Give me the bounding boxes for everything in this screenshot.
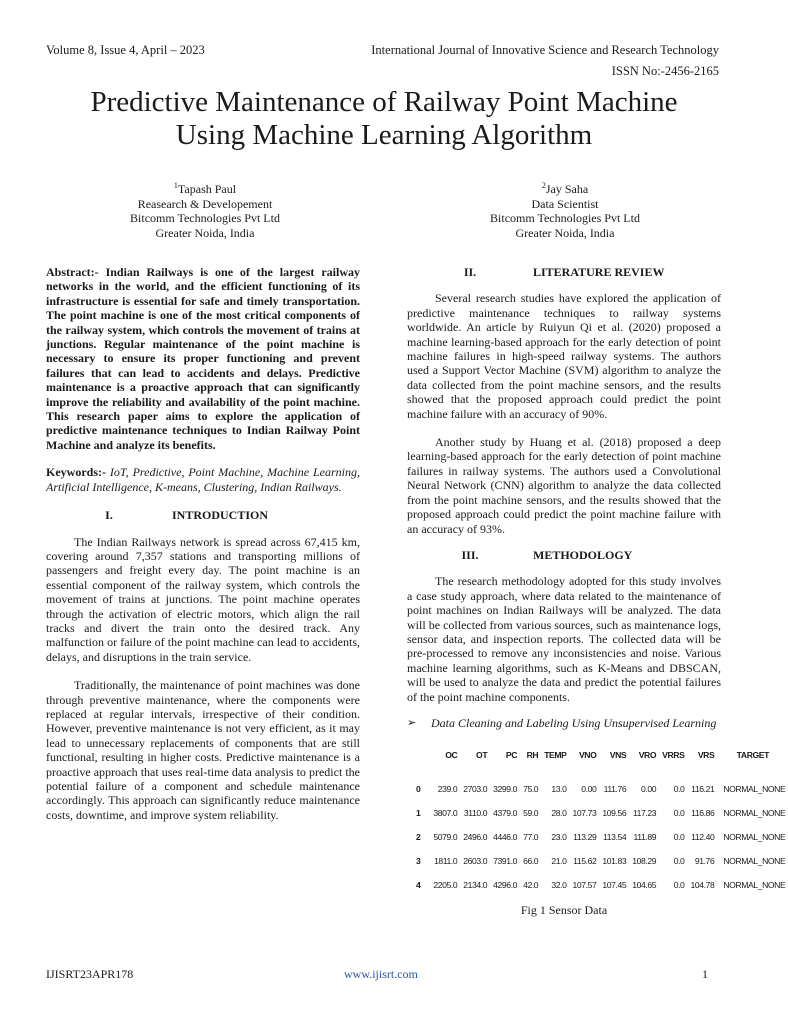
paper-title bbox=[30, 86, 738, 152]
table-cell: 107.45 bbox=[602, 879, 627, 890]
table-row bbox=[413, 825, 788, 849]
table-header-cell: VRS bbox=[697, 750, 715, 761]
right-column bbox=[407, 265, 786, 917]
issn: ISSN No:-2456-2165 bbox=[611, 64, 719, 78]
journal-name: International Journal of Innovative Science and Research Technology bbox=[371, 43, 719, 57]
section-number: II. bbox=[463, 265, 477, 279]
table-header-cell: RH bbox=[526, 750, 539, 761]
table-header-cell: TEMP bbox=[544, 750, 567, 761]
table-cell: 113.54 bbox=[603, 831, 627, 842]
author-1-org: Bitcomm Technologies Pvt Ltd bbox=[130, 211, 280, 225]
author-2-sup: 2 bbox=[541, 181, 546, 190]
sensor-data-table bbox=[413, 748, 788, 896]
table-cell: 111.89 bbox=[633, 831, 657, 842]
title-line-2: Using Machine Learning Algorithm bbox=[175, 119, 593, 151]
table-cell: 104.65 bbox=[632, 879, 657, 890]
table-cell: 1811.0 bbox=[434, 855, 458, 866]
section-number: III. bbox=[461, 547, 479, 562]
table-cell: 59.0 bbox=[523, 807, 539, 818]
author-2-role: Data Scientist bbox=[531, 196, 599, 211]
section-title: METHODOLOGY bbox=[533, 547, 633, 562]
table-cell: 3807.0 bbox=[433, 807, 458, 818]
table-cell: 4379.0 bbox=[493, 807, 518, 818]
table-cell: 66.0 bbox=[523, 855, 539, 866]
volume-info: Volume 8, Issue 4, April – 2023 bbox=[46, 43, 205, 57]
table-cell: 28.0 bbox=[551, 807, 567, 818]
table-cell: 112.40 bbox=[691, 831, 715, 842]
table-cell: 4446.0 bbox=[493, 831, 518, 842]
table-cell: 113.29 bbox=[573, 831, 597, 842]
table-cell: 2205.0 bbox=[433, 879, 458, 890]
table-cell: 101.83 bbox=[602, 855, 627, 866]
table-cell: NORMAL_NONE bbox=[723, 831, 786, 842]
keywords-text: IoT, Predictive, Point Machine, Machine Learning, Artificial Intelligence, K-means, Clustering, Indian Railways. bbox=[46, 465, 360, 494]
table-cell: 0.00 bbox=[641, 783, 657, 794]
author-1 bbox=[80, 179, 330, 240]
left-column bbox=[46, 265, 360, 822]
table-body bbox=[413, 777, 788, 897]
table-cell: 7391.0 bbox=[493, 855, 518, 866]
keywords-label: Keywords:- bbox=[46, 465, 106, 480]
table-cell: 3 bbox=[416, 855, 421, 866]
table-cell: NORMAL_NONE bbox=[723, 783, 786, 794]
table-cell: 0.0 bbox=[673, 831, 685, 842]
table-cell: 115.62 bbox=[573, 855, 597, 866]
table-cell: 0.0 bbox=[673, 807, 685, 818]
table-cell: 107.57 bbox=[572, 879, 597, 890]
table-cell: 4 bbox=[416, 879, 421, 890]
methodology-paragraph-1: The research methodology adopted for this study involves a case study approach, where data related to the maintenance of point machines on Indian Railways will be analyzed. The data will be collected from various sources, such as maintenance logs, sensor data, and inspection reports. The collected data will be pre-processed to remove any inconsistencies and noise. Various machine learning algorithms, such as K-Means and DBSCAN, will be used to analyze the data and predict the potential failures of the point machine components. bbox=[407, 574, 721, 704]
table-cell: 239.0 bbox=[437, 783, 458, 794]
author-2 bbox=[440, 179, 690, 240]
table-header-cell: TARGET bbox=[736, 750, 769, 761]
arrow-bullet-icon: ➢ bbox=[407, 716, 417, 729]
table-cell: 3299.0 bbox=[493, 783, 518, 794]
table-header-row bbox=[413, 748, 788, 776]
author-1-name: Tapash Paul bbox=[177, 182, 237, 196]
table-header-cell: VRO bbox=[638, 750, 657, 761]
table-cell: 107.73 bbox=[572, 807, 597, 818]
table-row bbox=[413, 801, 788, 825]
table-header-cell: VNS bbox=[609, 750, 627, 761]
table-cell: NORMAL_NONE bbox=[723, 855, 786, 866]
table-cell: 32.0 bbox=[551, 879, 567, 890]
table-cell: 13.0 bbox=[551, 783, 567, 794]
table-cell: 1 bbox=[416, 807, 421, 818]
table-cell: NORMAL_NONE bbox=[723, 879, 786, 890]
table-cell: 21.0 bbox=[551, 855, 567, 866]
table-cell: 0 bbox=[416, 783, 421, 794]
author-1-role: Reasearch & Developement bbox=[137, 196, 273, 211]
author-1-place: Greater Noida, India bbox=[155, 225, 255, 240]
table-cell: NORMAL_NONE bbox=[723, 807, 786, 818]
table-header-cell: VRRS bbox=[662, 750, 685, 761]
table-cell: 2134.0 bbox=[463, 879, 488, 890]
footer-page-number: 1 bbox=[702, 967, 708, 981]
intro-paragraph-2: Traditionally, the maintenance of point machines was done through preventive maintenance, where the components were replaced at regular intervals, irrespective of their condition. However, preventive maintenance is not very efficient, as it may lead to unnecessary replacements of components that are still functional, resulting in higher costs. Predictive maintenance is a proactive approach that uses real-time data analysis to predict the potential failure of a component and schedule maintenance accordingly. This approach can significantly reduce maintenance costs, downtime, and improve system reliability. bbox=[46, 678, 360, 822]
table-cell: 23.0 bbox=[551, 831, 567, 842]
section-heading-literature-review bbox=[407, 265, 721, 279]
table-cell: 4296.0 bbox=[493, 879, 518, 890]
literature-paragraph-1: Several research studies have explored the application of predictive maintenance techniques to railway systems worldwide. An article by Ruiyun Qi et al. (2020) proposed a machine learning-based approach for the early detection of point machine failures in high-speed railway systems. The authors used a Support Vector Machine (SVM) algorithm to analyze the data collected from the point machine sensors, and the results showed that the proposed approach could predict the point machine failure with an accuracy of 90%. bbox=[407, 291, 721, 421]
figure-caption: Fig 1 Sensor Data bbox=[520, 902, 608, 917]
table-row bbox=[413, 777, 788, 801]
table-cell: 2496.0 bbox=[463, 831, 488, 842]
table-row bbox=[413, 873, 788, 897]
footer-paper-code: IJISRT23APR178 bbox=[46, 967, 134, 981]
keywords bbox=[46, 465, 360, 494]
table-cell: 0.00 bbox=[581, 783, 597, 794]
table-cell: 2703.0 bbox=[463, 783, 488, 794]
table-header-cell bbox=[413, 748, 430, 776]
table-row bbox=[413, 849, 788, 873]
table-header-cell: VNO bbox=[578, 750, 597, 761]
author-1-sup: 1 bbox=[173, 181, 178, 190]
table-cell: 75.0 bbox=[523, 783, 539, 794]
table-cell: 0.0 bbox=[673, 855, 685, 866]
table-cell: 108.29 bbox=[632, 855, 657, 866]
table-cell: 2603.0 bbox=[463, 855, 488, 866]
subsection-title: Data Cleaning and Labeling Using Unsupervised Learning bbox=[431, 715, 717, 730]
table-header-cell: PC bbox=[505, 750, 518, 761]
section-title: INTRODUCTION bbox=[172, 508, 269, 523]
title-line-1: Predictive Maintenance of Railway Point Machine bbox=[90, 86, 678, 118]
table-cell: 0.0 bbox=[673, 879, 685, 890]
section-heading-methodology bbox=[407, 548, 721, 562]
table-cell: 91.76 bbox=[694, 855, 715, 866]
footer-journal-link[interactable]: www.ijisrt.com bbox=[344, 967, 418, 981]
table-cell: 42.0 bbox=[523, 879, 539, 890]
literature-paragraph-2: Another study by Huang et al. (2018) proposed a deep learning-based approach for the early detection of point machine failures in railway systems. The authors used a Convolutional Neural Network (CNN) algorithm to analyze the data collected from the point machine sensors, and the results showed that the proposed approach could predict the point machine failure with an accuracy of 93%. bbox=[407, 435, 721, 536]
table-cell: 77.0 bbox=[523, 831, 539, 842]
section-title: LITERATURE REVIEW bbox=[533, 265, 665, 279]
author-2-name: Jay Saha bbox=[545, 182, 589, 196]
section-number: I. bbox=[105, 508, 113, 523]
section-heading-introduction bbox=[46, 508, 360, 522]
table-cell: 117.23 bbox=[632, 807, 657, 818]
table-cell: 111.76 bbox=[603, 783, 627, 794]
author-2-place: Greater Noida, India bbox=[515, 225, 615, 240]
table-cell: 0.0 bbox=[673, 783, 685, 794]
table-cell: 2 bbox=[416, 831, 421, 842]
table-cell: 3110.0 bbox=[463, 807, 488, 818]
table-header-cell: OC bbox=[445, 750, 458, 761]
table-cell: 5079.0 bbox=[433, 831, 458, 842]
table-cell: 104.78 bbox=[690, 879, 715, 890]
abstract: Abstract:- Indian Railways is one of the largest railway networks in the world, and the efficient functioning of its infrastructure is essential for safe and timely transportation. The point machine is one of the most critical components of the railway system, which controls the movement of trains at junctions. Regular maintenance of the point machine is necessary to ensure its proper functioning and prevent failures that can lead to accidents and delays. Predictive maintenance is a proactive approach that can significantly improve the reliability and availability of the point machine. This research paper aims to explore the application of predictive maintenance techniques to Indian Railway Point Machine and analyze its benefits. bbox=[46, 265, 360, 452]
intro-paragraph-1: The Indian Railways network is spread across 67,415 km, covering around 7,357 stations and transporting millions of passengers and freight every day. The point machine is an essential component of the railway system, which controls the movement of trains at junctions. The point machine operates through the activation of electric motors, which align the rail tracks and divert the train onto the desired track. Any malfunction or failure of the point machine can lead to accidents, delays, and disruptions in the train service. bbox=[46, 534, 360, 664]
table-cell: 116.21 bbox=[691, 783, 715, 794]
table-cell: 109.56 bbox=[602, 807, 627, 818]
table-cell: 116.86 bbox=[691, 807, 715, 818]
table-header-cell: OT bbox=[476, 750, 488, 761]
author-2-org: Bitcomm Technologies Pvt Ltd bbox=[490, 211, 640, 225]
subsection-bullet bbox=[407, 716, 721, 730]
